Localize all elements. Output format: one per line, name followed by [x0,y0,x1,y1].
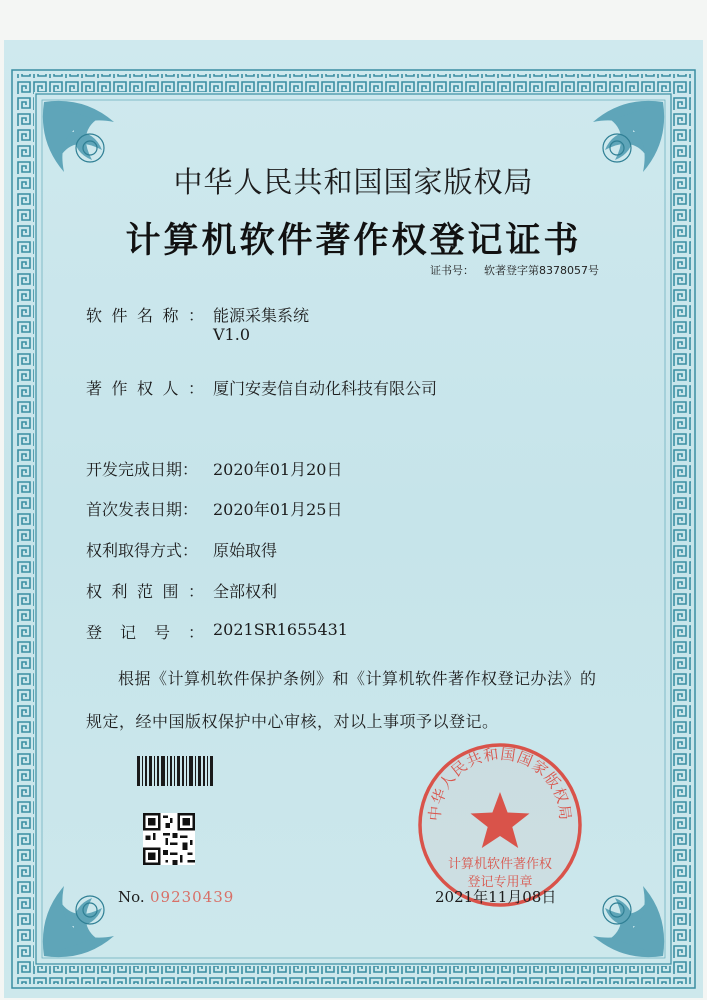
issue-date: 2021年11月08日 [435,888,557,906]
statement-line-1: 根据《计算机软件保护条例》和《计算机软件著作权登记办法》的 [118,669,597,688]
issuer-title: 中华人民共和国国家版权局 [173,165,534,199]
field-value: 能源采集系统 [213,306,310,325]
field-value-version: V1.0 [213,325,250,344]
serial-number: 09230439 [150,888,235,906]
svg-text:中华人民共和国国家版权局: 中华人民共和国国家版权局 [425,744,575,822]
field-label: 开发完成日期： [86,460,199,479]
field-value: 全部权利 [213,582,278,601]
field-label: 软 件 名 称 ： [86,306,204,325]
certificate-title: 计算机软件著作权登记证书 [125,220,582,261]
field-value: 厦门安麦信自动化科技有限公司 [213,379,438,398]
qr-code [143,813,195,865]
field-label: 首次发表日期： [86,500,199,519]
certificate-number [430,262,609,278]
field-label: 权利取得方式： [86,541,199,560]
field-label: 著 作 权 人 ： [86,379,204,398]
statement-line-2: 规定，经中国版权保护中心审核，对以上事项予以登记。 [86,712,499,731]
field-value: 原始取得 [213,541,278,560]
serial-label: No. [118,888,145,906]
barcode [137,756,213,786]
field-label: 登 记 号 ： [86,623,204,642]
field-value: 2020年01月20日 [213,460,343,479]
field-value: 2020年01月25日 [213,500,343,519]
field-label: 权 利 范 围 ： [86,582,204,601]
svg-text:登记专用章: 登记专用章 [467,875,533,890]
certificate-number-label: 证书号： [430,264,474,277]
certificate-number-value: 软著登字第8378057号 [484,264,599,277]
svg-text:计算机软件著作权: 计算机软件著作权 [447,857,553,872]
official-seal [415,740,585,910]
field-value: 2021SR1655431 [213,620,348,639]
